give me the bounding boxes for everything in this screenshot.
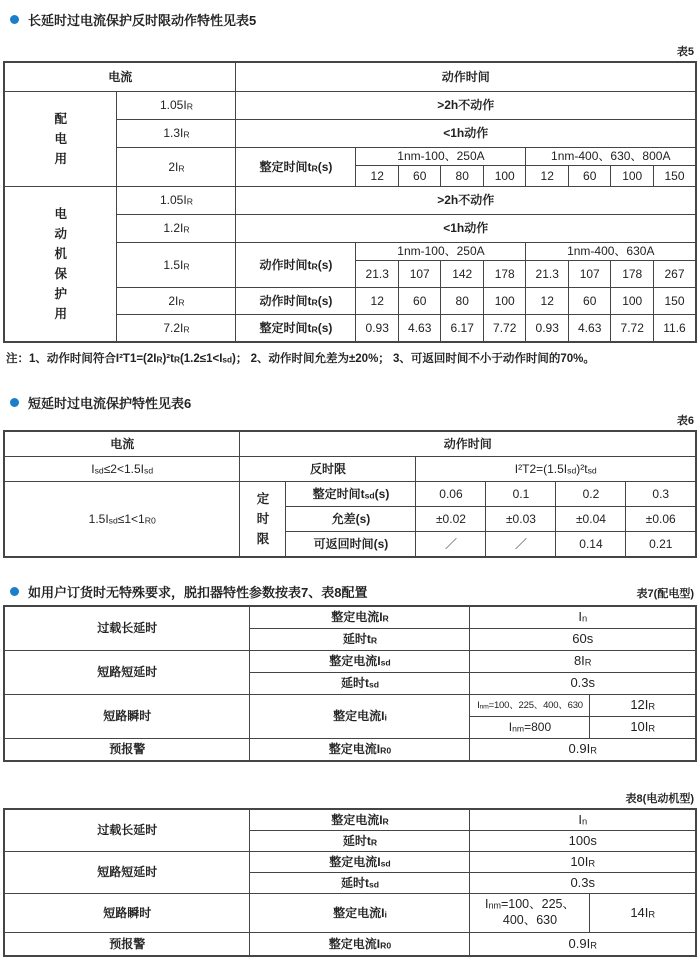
table-row [4,809,696,831]
table-row [4,431,696,457]
definite-time-label: 定时限 [256,492,270,547]
param-value-cell: $10I_R$ [470,852,696,873]
value-cell: 100 [611,288,654,315]
table8 [3,808,697,957]
value-cell: 60 [568,288,611,315]
table5-label: 表5 [676,46,694,58]
condition-cell: $I_{nm}=100$、225、400、630 [470,894,590,933]
current-header-cell: 电流 [4,431,240,457]
param-label-cell: 延时$t_{sd}$ [250,873,470,894]
definite-time-cell [240,482,286,558]
param-value-cell: 0.3s [470,673,696,695]
bullet-icon [10,398,19,407]
function-name-cell: 短路瞬时 [4,894,250,933]
section1-title: 长延时过电流保护反时限动作特性见表5 [28,13,257,28]
table-row [4,92,696,120]
value-cell: 0.93 [526,315,569,343]
param-value-cell: $0.9I_R$ [470,739,696,762]
function-name-cell: 短路短延时 [4,651,250,695]
time-label-cell: 动作时间$t_R(s)$ [236,243,356,288]
table-row [4,606,696,629]
model-group-cell: 1nm-100、250A [356,243,526,261]
param-value-cell: $I_n$ [470,606,696,629]
current-range-cell: $I_{sd}\le 2<1.5I_{sd}$ [4,457,240,482]
param-label-cell: 整定电流$I_{R0}$ [250,933,470,957]
param-value-cell: $I_n$ [470,809,696,831]
table-row [4,739,696,762]
current-cell: $7.2I_R$ [117,315,236,343]
current-cell: $1.2I_R$ [117,215,236,243]
condition-cell: $I_{nm}=100$、225、400、630 [470,695,590,717]
param-label-cell: 整定电流$I_{R0}$ [250,739,470,762]
param-label-cell: 整定电流$I_{sd}$ [250,852,470,873]
current-range-cell: $1.5I_{sd}\le 1<1_{R0}$ [4,482,240,558]
function-name-cell: 过载长延时 [4,606,250,651]
table-row [4,62,696,92]
time-label-cell: 动作时间$t_R(s)$ [236,288,356,315]
param-value-cell: 60s [470,629,696,651]
value-cell: 178 [611,261,654,288]
param-value-cell: $14I_R$ [590,894,696,933]
value-cell: 107 [398,261,441,288]
table-row [4,852,696,873]
param-label-cell: 延时$t_R$ [250,629,470,651]
value-cell: 178 [483,261,526,288]
time-label-cell: 整定时间$t_R(s)$ [236,315,356,343]
param-label-cell: 整定电流$I_R$ [250,809,470,831]
row-label-cell: 整定时间$t_{sd}(s)$ [286,482,416,507]
formula-cell: $I^2T2=(1.5I_{sd})^2t_{sd}$ [416,457,696,482]
table6-label: 表6 [676,415,694,428]
section1-header [10,10,690,29]
value-cell: 80 [441,166,484,187]
value-cell: ／ [416,532,486,558]
function-name-cell: 预报警 [4,739,250,762]
value-cell: ／ [486,532,556,558]
value-cell: 150 [653,288,696,315]
value-cell: 12 [526,166,569,187]
value-cell: 100 [483,288,526,315]
row-label-cell: 允差(s) [286,507,416,532]
param-label-cell: 延时$t_{sd}$ [250,673,470,695]
value-cell: 12 [356,166,399,187]
current-cell: $2I_R$ [117,288,236,315]
value-cell: 100 [483,166,526,187]
model-group-cell: 1nm-100、250A [356,148,526,166]
current-header-cell: 电流 [4,62,236,92]
value-cell: 12 [356,288,399,315]
section3-header [10,582,367,601]
value-cell: 12 [526,288,569,315]
table7 [3,605,697,762]
param-value-cell: 100s [470,831,696,852]
value-cell: 60 [568,166,611,187]
value-cell: 107 [568,261,611,288]
section2-title: 短延时过电流保护特性见表6 [28,396,192,412]
mode-cell: 反时限 [240,457,416,482]
function-name-cell: 过载长延时 [4,809,250,852]
row-label-cell: 可返回时间(s) [286,532,416,558]
bullet-icon [10,15,19,24]
function-name-cell: 预报警 [4,933,250,957]
value-cell: 142 [441,261,484,288]
function-name-cell: 短路瞬时 [4,695,250,739]
value-cell: 0.06 [416,482,486,507]
current-cell: $1.5I_R$ [117,243,236,288]
table-row [4,457,696,482]
value-cell: ±0.04 [556,507,626,532]
value-cell: 4.63 [568,315,611,343]
value-cell: ±0.03 [486,507,556,532]
table-row [4,187,696,215]
value-cell: ±0.06 [626,507,696,532]
current-cell: $1.05I_R$ [117,92,236,120]
model-group-cell: 1nm-400、630、800A [526,148,696,166]
table7-label: 表7(配电型) [636,588,694,601]
table-row [4,482,696,507]
time-label-cell: 整定时间$t_R(s)$ [236,148,356,187]
current-cell: $2I_R$ [117,148,236,187]
distribution-group-cell [4,92,117,187]
section2-header [10,393,690,412]
motor-group-cell [4,187,117,343]
table-row [4,695,696,717]
table-row [4,651,696,673]
value-cell: 21.3 [356,261,399,288]
value-cell: 150 [653,166,696,187]
value-cell: 0.1 [486,482,556,507]
value-cell: 0.14 [556,532,626,558]
param-label-cell: 整定电流$I_R$ [250,606,470,629]
value-cell: 0.3 [626,482,696,507]
value-cell: 6.17 [441,315,484,343]
value-cell: 60 [398,288,441,315]
value-cell: 7.72 [483,315,526,343]
param-value-cell: $0.9I_R$ [470,933,696,957]
param-value-cell: 0.3s [470,873,696,894]
section3-title: 如用户订货时无特殊要求，脱扣器特性参数按表7、表8配置 [28,585,368,601]
section3-header-row [0,582,694,601]
action-time-header-cell: 动作时间 [240,431,696,457]
param-label-cell: 延时$t_R$ [250,831,470,852]
value-cell: 0.2 [556,482,626,507]
value-cell: 0.21 [626,532,696,558]
table6 [3,430,697,558]
value-cell: 267 [653,261,696,288]
table-row [4,933,696,957]
action-cell: <1h动作 [236,120,696,148]
table-row [4,894,696,933]
condition-cell: $I_{nm}=800$ [470,717,590,739]
value-cell: 80 [441,288,484,315]
motor-group-label: 电动机保护用 [54,207,67,321]
table5-footnote: 注：1、动作时间符合$I^2T1=(2I_R)^2t_R(1.2\le 1<I_{sd})$； 2、动作时间允差为±20%； 3、可返回时间不小于动作时间的70%。 [6,353,595,365]
table5 [3,61,697,343]
param-label-cell: 整定电流$I_i$ [250,695,470,739]
current-cell: $1.3I_R$ [117,120,236,148]
value-cell: ±0.02 [416,507,486,532]
param-value-cell: $10I_R$ [590,717,696,739]
value-cell: 11.6 [653,315,696,343]
action-cell: >2h不动作 [236,187,696,215]
distribution-group-label: 配电用 [54,112,67,166]
param-label-cell: 整定电流$I_i$ [250,894,470,933]
value-cell: 4.63 [398,315,441,343]
value-cell: 100 [611,166,654,187]
value-cell: 21.3 [526,261,569,288]
action-cell: <1h动作 [236,215,696,243]
value-cell: 60 [398,166,441,187]
action-cell: >2h不动作 [236,92,696,120]
value-cell: 0.93 [356,315,399,343]
model-group-cell: 1nm-400、630A [526,243,696,261]
param-value-cell: $8I_R$ [470,651,696,673]
action-time-header-cell: 动作时间 [236,62,696,92]
param-label-cell: 整定电流$I_{sd}$ [250,651,470,673]
param-value-cell: $12I_R$ [590,695,696,717]
bullet-icon [10,587,19,596]
value-cell: 7.72 [611,315,654,343]
function-name-cell: 短路短延时 [4,852,250,894]
current-cell: $1.05I_R$ [117,187,236,215]
table8-label: 表8(电动机型) [625,793,694,806]
